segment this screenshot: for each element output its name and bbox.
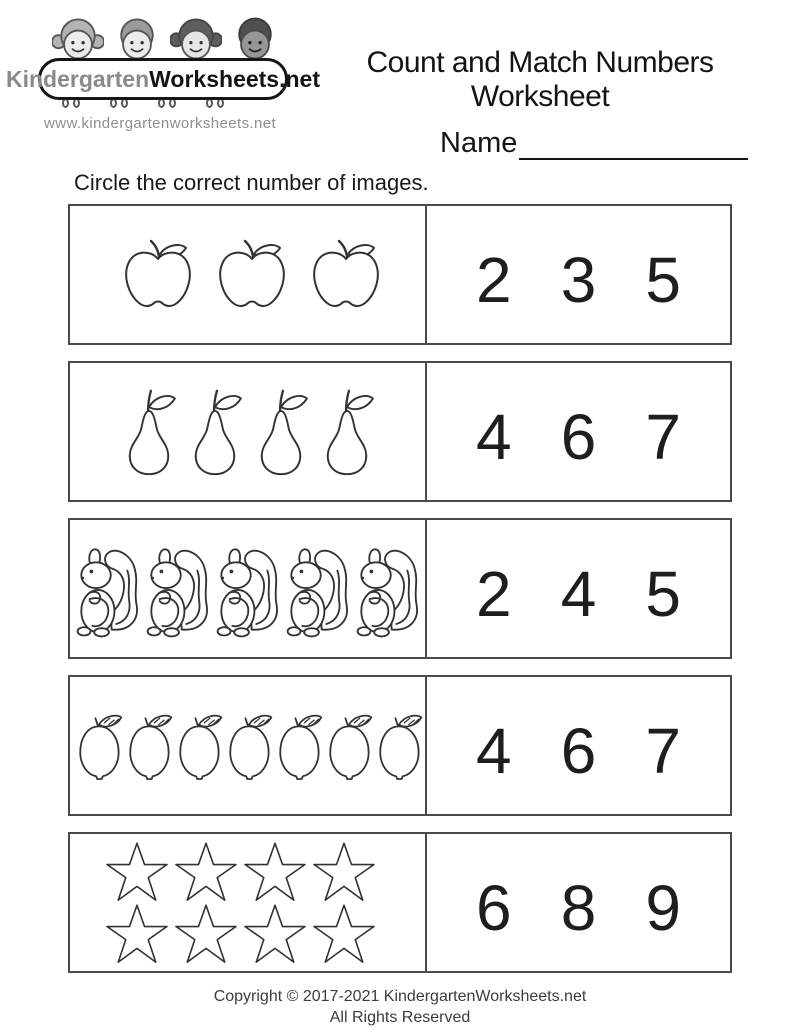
images-cell	[70, 834, 427, 971]
site-url: www.kindergartenworksheets.net	[44, 115, 277, 132]
logo-kids-illustration	[52, 12, 281, 64]
apple-image	[302, 237, 390, 313]
star-image	[104, 842, 170, 902]
lemon-image	[124, 711, 174, 781]
images-cell	[70, 520, 427, 657]
pear-image	[250, 386, 312, 478]
choices-cell	[427, 677, 730, 814]
choice-number[interactable]: 6	[560, 714, 597, 787]
choice-number[interactable]: 8	[560, 871, 597, 944]
kid-boy-gray-icon	[111, 12, 163, 64]
rights-line: All Rights Reserved	[329, 1009, 471, 1026]
star-image	[173, 842, 239, 902]
apple-image	[208, 237, 296, 313]
choices-cell	[427, 834, 730, 971]
lemon-image	[324, 711, 374, 781]
pear-image	[118, 386, 180, 478]
kid-girl-dark-icon	[170, 12, 222, 64]
choice-number[interactable]: 9	[645, 871, 681, 944]
star-image	[104, 904, 170, 964]
star-image	[242, 842, 308, 902]
lemon-image	[224, 711, 274, 781]
squirrel-image	[73, 539, 143, 639]
choices-cell	[427, 520, 730, 657]
choice-number[interactable]: 3	[560, 243, 597, 316]
choice-number[interactable]: 5	[645, 557, 681, 630]
images-cell	[70, 363, 427, 500]
kid-girl-gray-icon	[52, 12, 104, 64]
squirrel-image	[143, 539, 213, 639]
footer	[0, 988, 800, 1027]
kid-boy-curly-icon	[229, 12, 281, 64]
images-cell	[70, 677, 427, 814]
star-image	[173, 904, 239, 964]
choice-number[interactable]: 7	[645, 400, 681, 473]
lemon-image	[274, 711, 324, 781]
images-cell	[70, 206, 427, 343]
site-logo	[6, 12, 320, 142]
choice-number[interactable]: 4	[476, 400, 512, 473]
choice-number[interactable]: 7	[645, 714, 681, 787]
squirrel-image	[353, 539, 423, 639]
choice-number[interactable]: 5	[645, 243, 681, 316]
squirrel-image	[213, 539, 283, 639]
lemon-image	[74, 711, 124, 781]
choice-number[interactable]: 6	[476, 871, 512, 944]
squirrel-image	[283, 539, 353, 639]
choice-number[interactable]: 2	[476, 243, 512, 316]
choice-number[interactable]: 2	[476, 557, 512, 630]
page-title: Count and Match Numbers Worksheet	[366, 46, 714, 113]
choice-number[interactable]: 4	[476, 714, 512, 787]
worksheet-rows	[68, 204, 732, 989]
star-image	[242, 904, 308, 964]
choices-cell	[427, 206, 730, 343]
logo-banner	[6, 58, 320, 100]
star-image	[311, 842, 377, 902]
logo-text-kindergarten: Kindergarten	[6, 65, 150, 92]
pear-image	[184, 386, 246, 478]
choice-number[interactable]: 4	[560, 557, 597, 630]
instruction-text: Circle the correct number of images.	[74, 170, 429, 195]
star-image	[311, 904, 377, 964]
row-pears	[68, 361, 732, 502]
logo-text-worksheets: Worksheets.net	[149, 65, 320, 92]
copyright-line: Copyright © 2017-2021 KindergartenWorksheets.net	[213, 988, 587, 1005]
name-label: Name	[440, 127, 518, 159]
row-apples	[68, 204, 732, 345]
row-stars	[68, 832, 732, 973]
row-squirrels	[68, 518, 732, 659]
row-lemons	[68, 675, 732, 816]
choice-number[interactable]: 6	[560, 400, 597, 473]
lemon-image	[374, 711, 424, 781]
name-write-line[interactable]	[519, 126, 748, 160]
lemon-image	[174, 711, 224, 781]
pear-image	[316, 386, 378, 478]
apple-image	[114, 237, 202, 313]
choices-cell	[427, 363, 730, 500]
name-field-row	[440, 126, 748, 160]
